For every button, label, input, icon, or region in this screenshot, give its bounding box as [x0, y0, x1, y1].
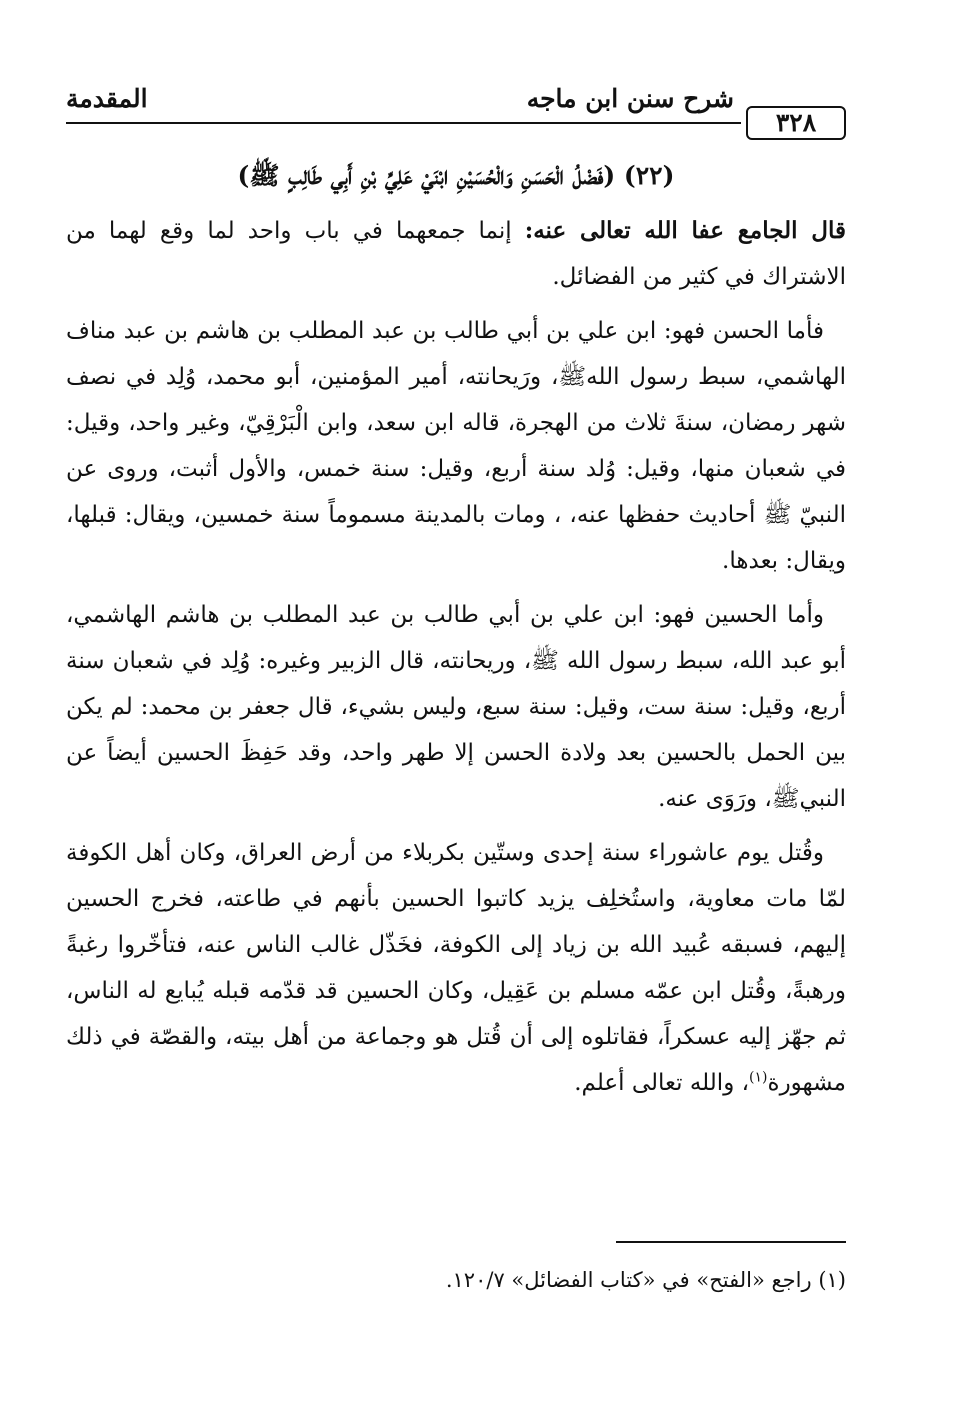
page-header [66, 78, 846, 148]
body-text [66, 208, 846, 1114]
paragraph-text: وقُتل يوم عاشوراء سنة إحدى وستّين بكربلاء من أرض العراق، وكان أهل الكوفة لمّا مات معاوية، واستُخلِف يزيد كاتبوا الحسين بأنهم في طاعته، فخرج الحسين إليهم، فسبقه عُبيد الله بن زياد إلى الكوفة، فخَذّل غالب الناس عنه، فتأخّروا رغبةً ورهبةً، وقُتل ابن عمّه مسلم بن عَقِيل، وكان الحسين قد قدّمه قبله يُبايع له الناس، ثم جهّز إليه عسكراً، فقاتلوه إلى أن قُتل هو وجماعة من أهل بيته، والقصّة في ذلك مشهورة [66, 840, 846, 1096]
footnote: (١) راجع «الفتح» في «كتاب الفضائل» ١٢٠/٧. [445, 1268, 846, 1292]
book-title: شرح سنن ابن ماجه [526, 84, 734, 113]
paragraph-hasan: فأما الحسن فهو: ابن علي بن أبي طالب بن عبد المطلب بن هاشم بن عبد مناف الهاشمي، سبط رسول اللهﷺ، ورَيحانته، أمير المؤمنين، أبو محمد، وُلِد في نصف شهر رمضان، سنةَ ثلاث من الهجرة، قاله ابن سعد، وابن الْبَرْقِيّ، وغير واحد، وقيل: في شعبان منها، وقيل: وُلد سنة أربع، وقيل: سنة خمس، والأول أثبت، وروى عن النبيّ ﷺ أحاديث حفظها عنه، ، ومات بالمدينة مسموماً سنة خمسين، ويقال: قبلها، ويقال: بعدها. [66, 318, 846, 574]
paragraph-martyrdom [66, 830, 846, 1106]
paragraph-text: إنما جمعهما في باب واحد لما وقع لهما من الاشتراك في كثير من الفضائل. [66, 218, 846, 290]
paragraph-intro [66, 208, 846, 300]
section-title: المقدمة [66, 84, 148, 113]
footnote-divider [616, 1241, 846, 1243]
chapter-heading: (٢٢) (فَضْلُ الْحَسَنِ وَالْحُسَيْنِ ابْنَيْ عَلِيِّ بْنِ أَبِي طَالِبٍ ﷺ) [237, 161, 675, 190]
header-divider [66, 122, 741, 124]
paragraph-lead: قال الجامع عفا الله تعالى عنه: [524, 217, 846, 244]
paragraph-ending: ، والله تعالى أعلم. [574, 1070, 750, 1096]
footnote-reference: (١) [749, 1069, 768, 1086]
paragraph-husayn: وأما الحسين فهو: ابن علي بن أبي طالب بن عبد المطلب بن هاشم الهاشمي، أبو عبد الله، سبط رسول الله ﷺ، وريحانته، قال الزبير وغيره: وُلِد في شعبان سنة أربع، وقيل: سنة ست، وقيل: سنة سبع، وليس بشيء، قال جعفر بن محمد: لم يكن بين الحمل بالحسين بعد ولادة الحسن إلا طهر واحد، وقد حَفِظَ الحسين أيضاً عن النبيﷺ، ورَوَى عنه. [66, 602, 846, 812]
page-number: ٣٢٨ [746, 106, 846, 140]
book-page [66, 78, 846, 1338]
